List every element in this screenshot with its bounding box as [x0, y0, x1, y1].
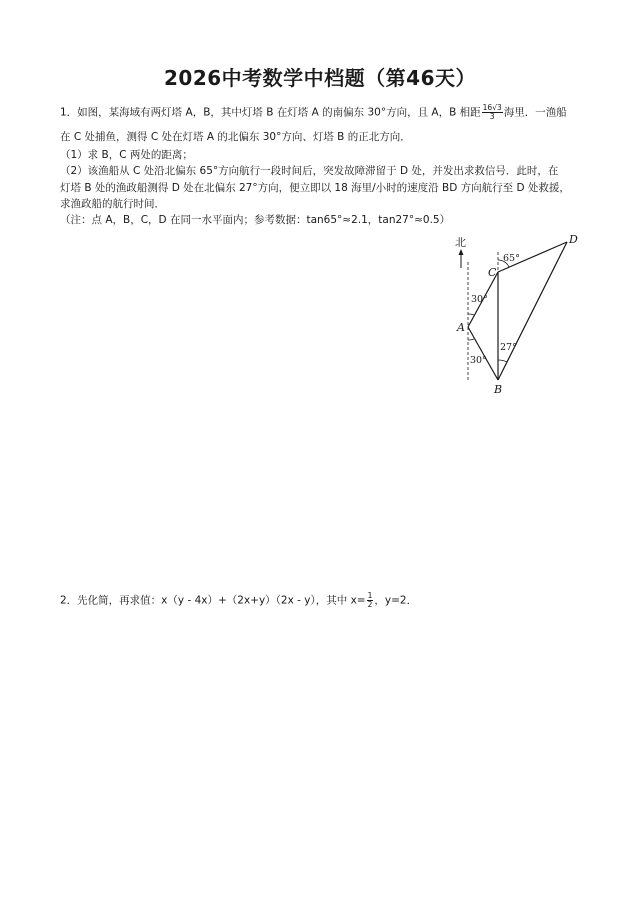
segment-ab	[468, 327, 498, 380]
q1-line-1	[60, 104, 567, 121]
q2-text: 2．先化简，再求值：x（y - 4x）+（2x+y）（2x - y），其中 x=	[60, 594, 366, 607]
q1-part-2-line-2: 灯塔 B 处的渔政船测得 D 处在北偏东 27°方向，便立即以 18 海里/小时的速度沿 BD 方向航行至 D 处救援，	[60, 182, 570, 194]
angle-arc-a-top	[468, 314, 474, 315]
north-arrow-icon	[459, 249, 464, 255]
angle-label-c: 65°	[503, 253, 520, 264]
x-value-numerator: 1	[367, 591, 373, 600]
q2-tail: ，y=2．	[374, 594, 418, 607]
x-value-fraction	[367, 592, 374, 609]
angle-label-a-bottom: 30°	[470, 355, 487, 366]
angle-label-b: 27°	[500, 342, 517, 353]
q1-part-1: （1）求 B，C 两处的距离；	[60, 149, 193, 161]
q1-line-2: 在 C 处捕鱼，测得 C 处在灯塔 A 的北偏东 30°方向、灯塔 B 的正北方向．	[60, 131, 411, 143]
distance-numerator: 16√3	[482, 103, 502, 112]
q1-part-2-line-1: （2）该渔船从 C 处沿北偏东 65°方向航行一段时间后，突发故障滞留于 D 处，并发出求救信号．此时，在	[60, 165, 559, 177]
angle-arc-b	[498, 360, 507, 362]
q1-note: （注：点 A，B，C，D 在同一水平面内；参考数据：tan65°≈2.1，tan27°≈0.5）	[60, 214, 451, 226]
distance-fraction	[482, 104, 503, 121]
point-label-c: C	[488, 266, 497, 279]
q1-line-1-tail: 海里．一渔船	[503, 106, 567, 119]
angle-label-a-top: 30°	[471, 294, 488, 305]
north-label: 北	[455, 236, 466, 249]
x-value-denominator: 2	[367, 600, 373, 609]
point-label-b: B	[494, 383, 503, 396]
distance-denominator: 3	[489, 112, 495, 121]
angle-arc-a-bottom	[468, 339, 474, 340]
geometry-diagram	[452, 232, 592, 397]
q1-part-2-line-3: 求渔政船的航行时间．	[60, 198, 165, 210]
point-label-d: D	[569, 233, 578, 246]
point-label-a: A	[457, 321, 465, 334]
q2-line	[60, 592, 417, 609]
q1-line-1-text: 1．如图，某海域有两灯塔 A，B，其中灯塔 B 在灯塔 A 的南偏东 30°方向，且 A，B 相距	[60, 106, 481, 119]
page-title: 2026中考数学中档题（第46天）	[164, 66, 476, 90]
